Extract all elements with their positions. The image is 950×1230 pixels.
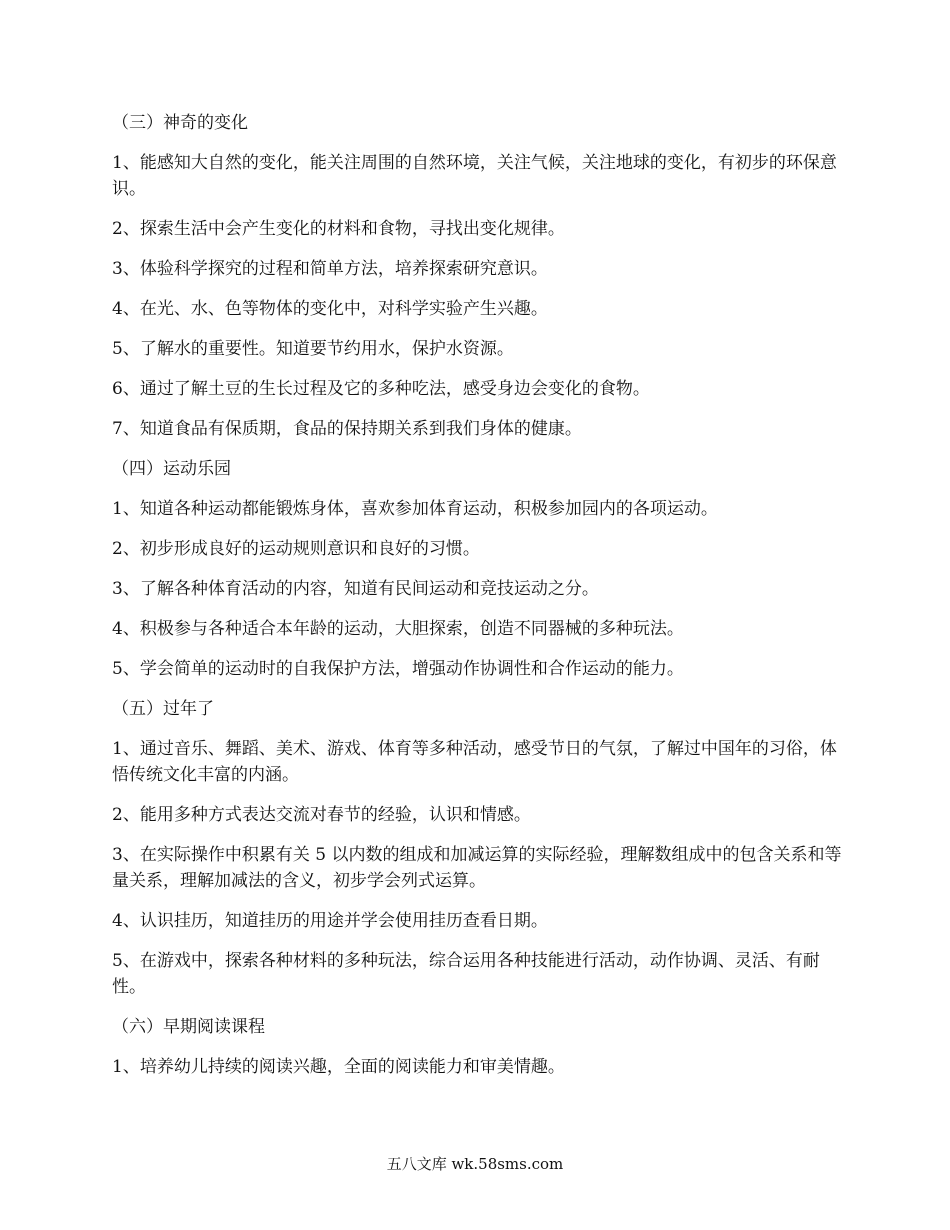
- paragraph: 4、在光、水、色等物体的变化中，对科学实验产生兴趣。: [112, 299, 548, 319]
- paragraph: 5、在游戏中，探索各种材料的多种玩法，综合运用各种技能进行活动，动作协调、灵活、有耐性。: [112, 951, 820, 997]
- paragraph: 6、通过了解土豆的生长过程及它的多种吃法，感受身边会变化的食物。: [112, 379, 650, 399]
- paragraph: 5、了解水的重要性。知道要节约用水，保护水资源。: [112, 339, 514, 359]
- paragraph: 3、体验科学探究的过程和简单方法，培养探索研究意识。: [112, 259, 548, 279]
- section-heading: （五）过年了: [112, 699, 214, 719]
- paragraph: 1、知道各种运动都能锻炼身体，喜欢参加体育运动，积极参加园内的各项运动。: [112, 499, 718, 519]
- paragraph: 1、能感知大自然的变化，能关注周围的自然环境，关注气候，关注地球的变化，有初步的环保意识。: [112, 153, 837, 199]
- paragraph: 4、认识挂历，知道挂历的用途并学会使用挂历查看日期。: [112, 911, 548, 931]
- section-6: [112, 1014, 842, 1080]
- paragraph: 1、培养幼儿持续的阅读兴趣，全面的阅读能力和审美情趣。: [112, 1057, 565, 1077]
- paragraph: 3、了解各种体育活动的内容，知道有民间运动和竞技运动之分。: [112, 579, 599, 599]
- section-heading: （三）神奇的变化: [112, 113, 248, 133]
- section-heading: （四）运动乐园: [112, 459, 231, 479]
- paragraph: 7、知道食品有保质期，食品的保持期关系到我们身体的健康。: [112, 419, 582, 439]
- section-heading: （六）早期阅读课程: [112, 1017, 265, 1037]
- section-4: [112, 456, 842, 682]
- paragraph: 2、探索生活中会产生变化的材料和食物，寻找出变化规律。: [112, 219, 565, 239]
- paragraph: 4、积极参与各种适合本年龄的运动，大胆探索，创造不同器械的多种玩法。: [112, 619, 684, 639]
- paragraph: 3、在实际操作中积累有关 5 以内数的组成和加减运算的实际经验，理解数组成中的包含关系和等量关系，理解加减法的含义，初步学会列式运算。: [112, 845, 842, 891]
- section-5: [112, 696, 842, 1000]
- paragraph: 2、初步形成良好的运动规则意识和良好的习惯。: [112, 539, 480, 559]
- paragraph: 5、学会简单的运动时的自我保护方法，增强动作协调性和合作运动的能力。: [112, 659, 684, 679]
- footer-watermark-text: 五八文库 wk.58sms.com: [386, 1155, 564, 1173]
- paragraph: 1、通过音乐、舞蹈、美术、游戏、体育等多种活动，感受节日的气氛，了解过中国年的习俗，体悟传统文化丰富的内涵。: [112, 739, 837, 785]
- document-body: [112, 110, 842, 1094]
- section-3: [112, 110, 842, 442]
- paragraph: 2、能用多种方式表达交流对春节的经验，认识和情感。: [112, 805, 531, 825]
